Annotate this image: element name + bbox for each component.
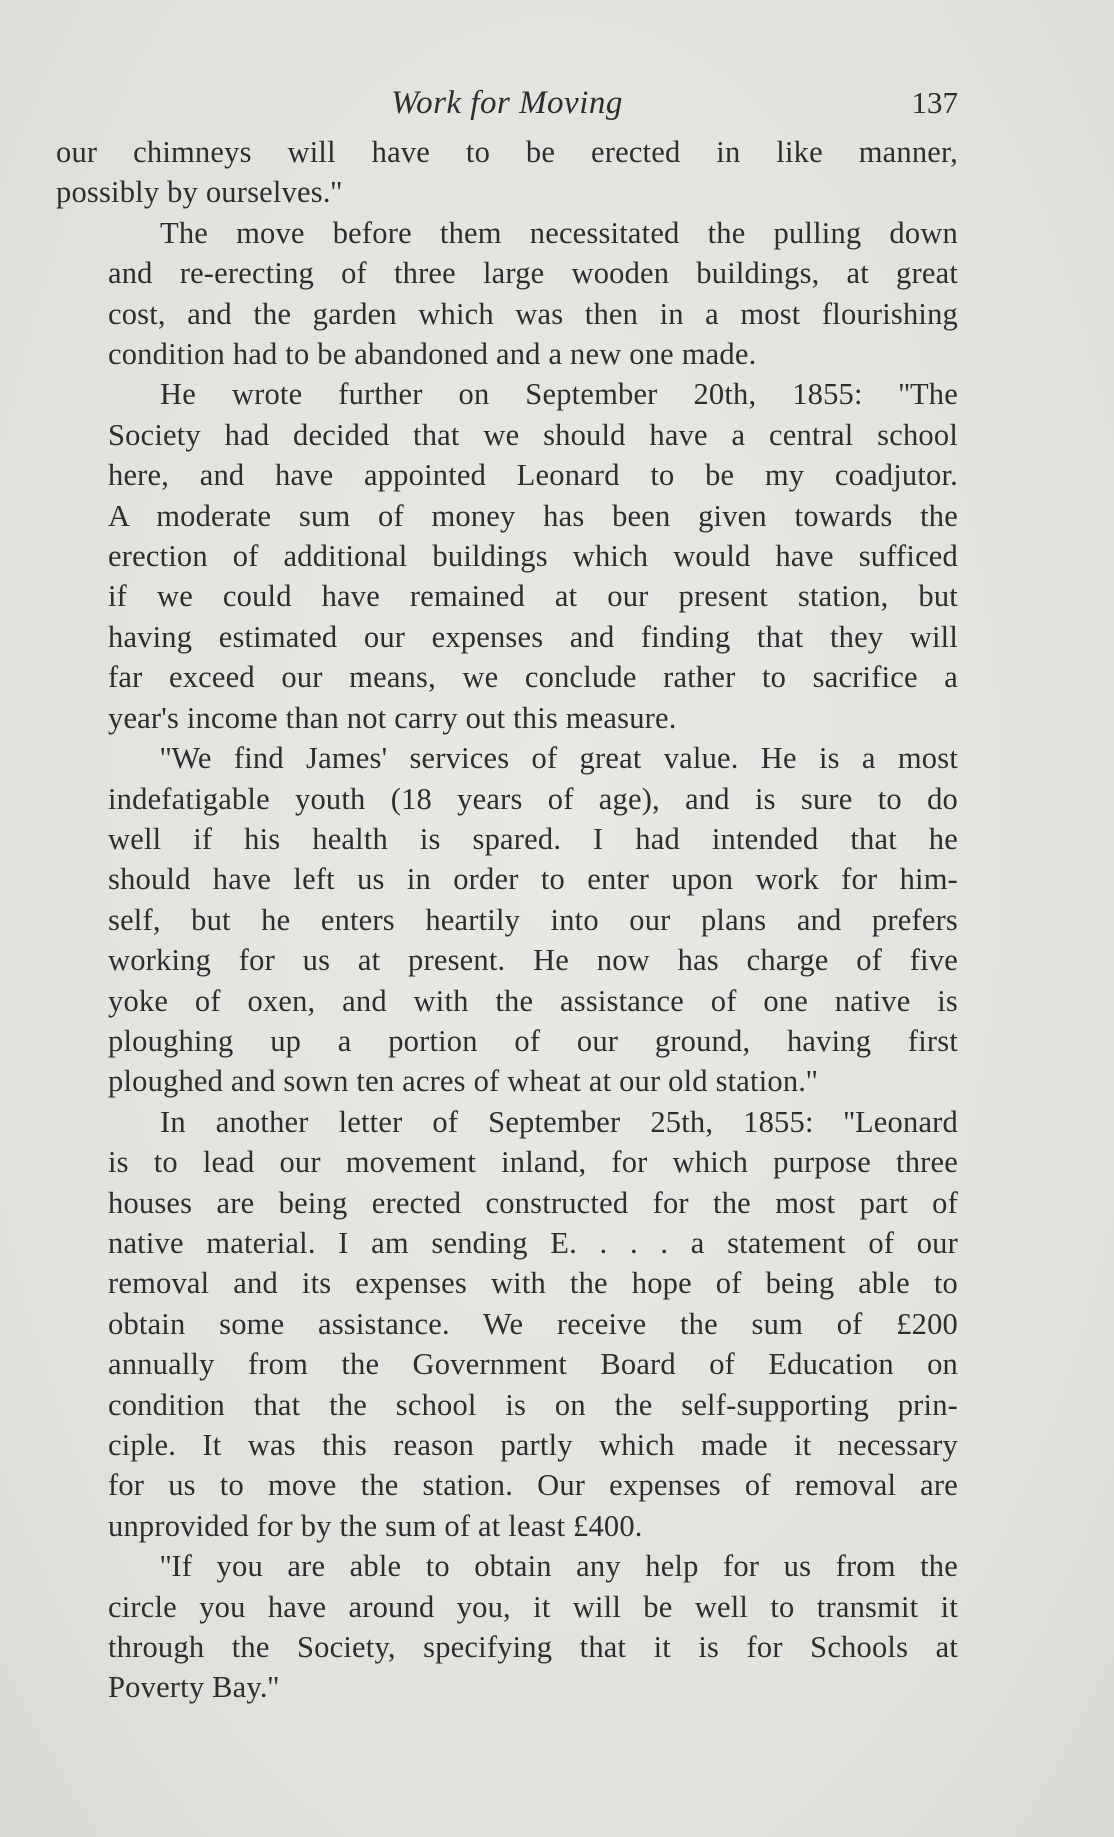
text-line: self, but he enters heartily into our plans and prefers <box>108 902 958 937</box>
body-text <box>56 132 958 1708</box>
text-line: well if his health is spared. I had intended that he <box>108 821 958 856</box>
text-line: native material. I am sending E. . . . a statement of our <box>108 1225 958 1260</box>
text-line: unprovided for by the sum of at least £400. <box>108 1508 643 1543</box>
text-line: should have left us in order to enter upon work for him- <box>108 862 958 897</box>
text-line: obtain some assistance. We receive the sum of £200 <box>108 1306 958 1341</box>
text-line: circle you have around you, it will be well to transmit it <box>108 1589 958 1624</box>
text-line: ''If you are able to obtain any help for us from the <box>160 1549 958 1584</box>
text-line: and re-erecting of three large wooden buildings, at great <box>108 256 958 291</box>
text-line: possibly by ourselves.'' <box>56 175 343 210</box>
text-line: having estimated our expenses and finding that they will <box>108 619 958 654</box>
text-line: year's income than not carry out this measure. <box>108 700 677 735</box>
text-line: cost, and the garden which was then in a most flourishing <box>108 296 958 331</box>
text-line: here, and have appointed Leonard to be my coadjutor. <box>108 458 958 493</box>
text-line: indefatigable youth (18 years of age), and is sure to do <box>108 781 958 816</box>
text-line: yoke of oxen, and with the assistance of one native is <box>108 983 958 1018</box>
paragraph-letter-september-25 <box>56 1102 958 1546</box>
text-line: condition had to be abandoned and a new one made. <box>108 337 757 372</box>
running-title: Work for Moving <box>391 85 623 121</box>
text-line: A moderate sum of money has been given towards the <box>108 498 958 533</box>
text-line: is to lead our movement inland, for which purpose three <box>108 1145 958 1180</box>
text-line: ploughed and sown ten acres of wheat at our old station.'' <box>108 1064 818 1099</box>
text-line: for us to move the station. Our expenses of removal are <box>108 1468 958 1503</box>
text-line: The move before them necessitated the pulling down <box>160 215 958 250</box>
text-line: Society had decided that we should have a central school <box>108 417 958 452</box>
running-head <box>56 78 958 128</box>
text-line: ''We find James' services of great value. He is a most <box>160 741 958 776</box>
text-line: ploughing up a portion of our ground, having first <box>108 1023 958 1058</box>
text-line: ciple. It was this reason partly which made it necessary <box>108 1428 958 1462</box>
page-number: 137 <box>911 85 958 120</box>
text-line: working for us at present. He now has charge of five <box>108 943 958 978</box>
paragraph-letter-september-20 <box>56 374 958 738</box>
text-line: annually from the Government Board of Education on <box>108 1347 958 1382</box>
text-line: through the Society, specifying that it is for Schools at <box>108 1630 958 1665</box>
paragraph-james <box>56 738 958 1102</box>
text-line: removal and its expenses with the hope of being able to <box>108 1266 958 1301</box>
text-line: if we could have remained at our present station, but <box>108 579 958 614</box>
text-line: Poverty Bay.'' <box>108 1670 280 1705</box>
text-line: our chimneys will have to be erected in like manner, <box>56 135 958 169</box>
book-page <box>56 78 958 1708</box>
text-line: far exceed our means, we conclude rather to sacrifice a <box>108 660 958 695</box>
paragraph-continuation <box>56 132 958 213</box>
text-line: houses are being erected constructed for the most part of <box>108 1185 958 1220</box>
paragraph-help-request <box>56 1546 958 1708</box>
text-line: In another letter of September 25th, 1855: ''Leonard <box>160 1104 958 1139</box>
text-line: erection of additional buildings which would have sufficed <box>108 539 958 574</box>
text-line: condition that the school is on the self-supporting prin- <box>108 1387 958 1422</box>
text-line: He wrote further on September 20th, 1855: ''The <box>160 377 958 412</box>
paragraph-move <box>56 213 958 375</box>
